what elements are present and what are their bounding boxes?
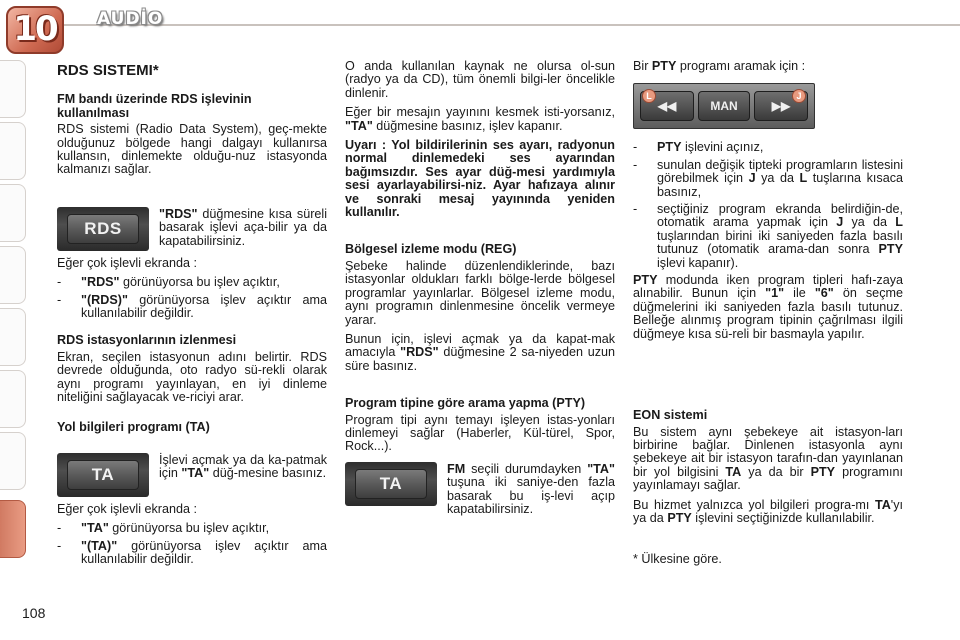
reg-heading: Bölgesel izleme modu (REG)	[345, 242, 517, 257]
eon-text-2: Bu hizmet yalnızca yol bilgileri progra-mı TA'yı ya da PTY işlevini seçtiğinizde kullanılabilir.	[633, 497, 903, 525]
chapter-number: 10	[13, 9, 57, 50]
side-tab	[0, 432, 26, 490]
pty-control-panel	[633, 83, 815, 129]
side-tab	[0, 308, 26, 366]
rds-usage-heading: FM bandı üzerinde RDS işlevinin kullanılması	[57, 92, 252, 120]
footnote: * Ülkesine göre.	[633, 552, 722, 567]
side-tab	[0, 122, 26, 180]
section-title: AUDİO	[97, 9, 164, 29]
ta-key: TA	[67, 460, 139, 490]
page-number: 108	[22, 605, 46, 621]
warning-text: Uyarı : Yol bildirilerinin ses ayarı, radyonun normal dinlemedeki ses ayarından bağımsızdır. Ses ayar düğ-mesi yardımıyla sesi ayarlayabilirsi-niz. Ayar hafızaya alınır ve sonraki mesaj yayınında yeniden kullanılır.	[345, 138, 615, 220]
ta-heading: Yol bilgileri programı (TA)	[57, 419, 210, 434]
rds-intro-text: RDS sistemi (Radio Data System), geç-mekte olduğunuz bölgede hangi dalgayı kullanırsa kullansın, dinlemekte olduğu-nuz istasyonda kalmanızı sağlar.	[57, 122, 327, 177]
if-display-text: Eğer çok işlevli ekranda :	[57, 255, 197, 270]
rds-tracking-heading: RDS istasyonlarının izlenmesi	[57, 333, 237, 348]
if-display-text-2: Eğer çok işlevli ekranda :	[57, 501, 197, 516]
forward-key: ▶▶	[754, 91, 808, 121]
pty-memory-text: PTY modunda iken program tipleri hafı-zaya alınabilir. Bunun için "1" ile "6" ön seçme düğmelerini iki saniyeden fazla basılı tutunuz. Belleğe alınmış program tipinin çağrılması ilgili düğmeye kısa sü-reli bir basmayla yapılır.	[633, 273, 903, 341]
side-tab	[0, 60, 26, 118]
pty-intro: Bir PTY programı aramak için :	[633, 59, 806, 73]
eon-heading: EON sistemi	[633, 408, 708, 423]
list-item: - "(TA)" görünüyorsa işlev açıktır ama kullanılabilir değildir.	[57, 538, 327, 567]
priority-text: O anda kullanılan kaynak ne olursa ol-sun (radyo ya da CD), tüm önemli bilgi-ler öncelikle dinlenir.	[345, 59, 615, 100]
pty-heading: Program tipine göre arama yapma (PTY)	[345, 396, 586, 411]
man-key: MAN	[698, 91, 750, 121]
column-1	[57, 60, 327, 571]
list-item: - sunulan değişik tipteki programların listesini görebilmek için J ya da L tuşlarına kısaca basınız,	[633, 157, 903, 199]
ta-button-image	[57, 453, 149, 497]
fm-ta-button-row	[345, 462, 615, 517]
reg-text-2: Bunun için, işlevi açmak ya da kapat-mak amacıyla "RDS" düğmesine 2 sa-niyeden uzun süre basınız.	[345, 331, 615, 373]
page-header	[0, 0, 960, 56]
rds-button-image	[57, 207, 149, 251]
fm-ta-desc: FM seçili durumdayken "TA" tuşuna iki saniye-den fazla basarak bu iş-levi açıp kapatabilirsiniz.	[447, 461, 615, 516]
side-tab	[0, 246, 26, 304]
chapter-badge	[6, 6, 64, 54]
rds-button-row	[57, 207, 327, 251]
badge-j: J	[792, 89, 806, 103]
rds-key: RDS	[67, 214, 139, 244]
interrupt-text: Eğer bir mesajın yayınını kesmek isti-yorsanız, "TA" düğmesine basınız, işlev kapanır.	[345, 105, 615, 133]
ta-key: TA	[355, 469, 427, 499]
list-item: - PTY işlevini açınız,	[633, 140, 764, 155]
list-item: - "TA" görünüyorsa bu işlev açıktır,	[57, 521, 270, 536]
rds-button-desc: "RDS" düğmesine kısa süreli basarak işlevi aça-bilir ya da kapatabilirsiniz.	[159, 206, 327, 248]
list-item: - "RDS" görünüyorsa bu işlev açıktır,	[57, 275, 280, 290]
list-item: - seçtiğiniz program ekranda belirdiğin-de, otomatik arama yapmak için J ya da L tuşlarından birini iki saniyeden fazla basılı tutunuz (otomatik arama-dan sonra PTY işlevi kapanır).	[633, 202, 903, 270]
eon-text-1: Bu sistem aynı şebekeye ait istasyon-ları birbirine bağlar. Dinlenen istasyonla aynı şebekeye ait bir istasyon tarafın-dan yayınlanan bir yol bilgisini TA ya da bir PTY programını yayınlamayı sağlar.	[633, 424, 903, 493]
rewind-key: ◀◀	[640, 91, 694, 121]
ta-button-image	[345, 462, 437, 506]
list-item: - "(RDS)" görünüyorsa işlev açıktır ama kullanılabilir değildir.	[57, 292, 327, 321]
side-tab-active	[0, 500, 26, 558]
pty-text: Program tipi aynı temayı işleyen istas-yonları dinlemeyi sağlar (Haberler, Kül-türel, Spor, Rock...).	[345, 412, 615, 454]
ta-button-row	[57, 453, 327, 497]
ta-button-desc: İşlevi açmak ya da ka-patmak için "TA" düğ-mesine basınız.	[159, 452, 327, 481]
column-2	[345, 60, 615, 522]
column-3	[633, 60, 903, 573]
page-title: RDS SISTEMI*	[57, 62, 159, 79]
rds-tracking-text: Ekran, seçilen istasyonun adını belirtir. RDS devrede olduğunda, oto radyo sü-rekli olarak aynı programı yayınlayan, en iyi dinleme niteliğini sağlayacak ve-riciyi arar.	[57, 349, 327, 405]
side-tab	[0, 184, 26, 242]
header-rule	[40, 24, 960, 26]
reg-text: Şebeke halinde düzenlendiklerinde, bazı istasyonlar oldukları farklı bölge-lerde bölgesel programlar yayınlarlar. Bölgesel izleme modu, aynı programın dinlenmesine öncelik vermeye yarar.	[345, 258, 615, 327]
side-tab	[0, 370, 26, 428]
badge-l: L	[642, 89, 656, 103]
